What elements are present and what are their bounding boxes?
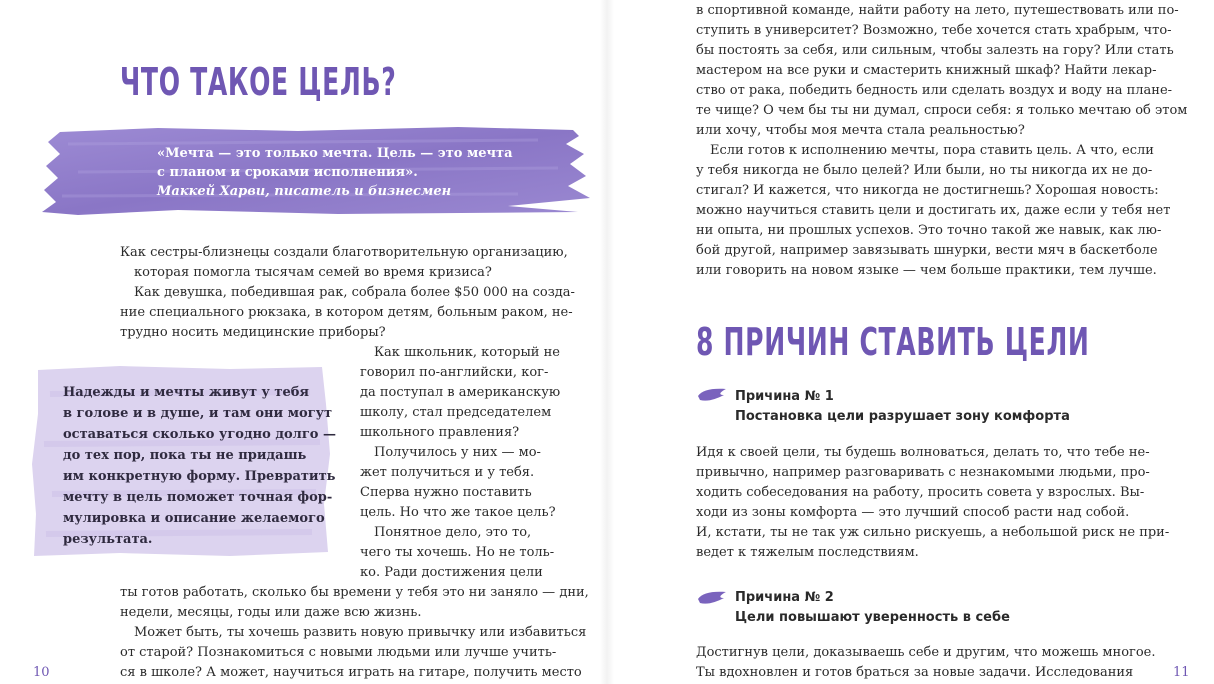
text-line: ты готов работать, сколько бы времени у тебя это ни заняло — дни,: [120, 585, 589, 600]
brush-bullet-icon: [696, 386, 728, 404]
callout-line: им конкретную форму. Превратить: [63, 469, 336, 484]
text-line: Может быть, ты хочешь развить новую привычку или избавиться: [134, 625, 587, 640]
text-line: школьного правления?: [360, 425, 520, 440]
text-line: в спортивной команде, найти работу на лето, путешествовать или по-: [696, 3, 1179, 18]
callout-line: оставаться сколько угодно долго —: [63, 427, 336, 442]
text-line: Сперва нужно поставить: [360, 485, 532, 500]
callout-line: в голове и в душе, и там они могут: [63, 406, 332, 421]
text-line: Идя к своей цели, ты будешь волноваться, делать то, что тебе не-: [696, 445, 1150, 460]
reason-2-body: [696, 643, 1156, 683]
text-line: ходить собеседования на работу, просить совета у взрослых. Вы-: [696, 485, 1145, 500]
text-line: Как сестры-близнецы создали благотворительную организацию,: [120, 245, 568, 260]
text-line: ступить в университет? Возможно, тебе хочется стать храбрым, что-: [696, 23, 1172, 38]
callout-line: мулировка и описание желаемого: [63, 511, 325, 526]
callout-line: до тех пор, пока ты не придашь: [63, 448, 307, 463]
text-line: недели, месяцы, годы или даже всю жизнь.: [120, 605, 422, 620]
quote-line: «Мечта — это только мечта. Цель — это мечта: [157, 146, 513, 161]
right-page: [607, 0, 1214, 684]
page-number-right: 11: [1173, 665, 1190, 680]
text-line: Понятное дело, это то,: [374, 525, 532, 540]
reason-1-title: Постановка цели разрушает зону комфорта: [735, 409, 1070, 424]
epigraph-quote: [157, 144, 513, 201]
text-line: трудно носить медицинские приборы?: [120, 325, 386, 340]
text-line: мастером на все руки и смастерить книжный шкаф? Найти лекар-: [696, 63, 1157, 78]
text-line: цель. Но что же такое цель?: [360, 505, 556, 520]
right-top-paragraphs: [696, 1, 1188, 281]
text-line: ние специального рюкзака, в котором детям, больным раком, не-: [120, 305, 573, 320]
callout-line: Надежды и мечты живут у тебя: [63, 385, 310, 400]
callout-line: мечту в цель поможет точная фор-: [63, 490, 333, 505]
reason-2-title: Цели повышают уверенность в себе: [735, 610, 1010, 625]
right-page-heading: 8 ПРИЧИН СТАВИТЬ ЦЕЛИ: [696, 320, 1090, 364]
text-line: стигал? И кажется, что никогда не достигнешь? Хорошая новость:: [696, 183, 1159, 198]
text-line: ко. Ради достижения цели: [360, 565, 543, 580]
side-column-text: [360, 343, 561, 583]
text-line: ся в школе? А может, научиться играть на гитаре, получить место: [120, 665, 582, 680]
text-line: чего ты хочешь. Но не толь-: [360, 545, 555, 560]
text-line: можно научиться ставить цели и достигать их, даже если у тебя нет: [696, 203, 1171, 218]
text-line: да поступал в американскую: [360, 385, 561, 400]
intro-paragraphs: [120, 243, 575, 343]
text-line: или говорить на новом языке — чем больше практики, тем лучше.: [696, 263, 1157, 278]
text-line: школу, стал председателем: [360, 405, 552, 420]
text-line: жет получиться и у тебя.: [360, 465, 535, 480]
text-line: ни опыта, ни прошлых успехов. Это точно такой же навык, как лю-: [696, 223, 1162, 238]
quote-author: Маккей Харви, писатель и бизнесмен: [157, 184, 452, 199]
text-line: И, кстати, ты не так уж сильно рискуешь, а небольшой риск не при-: [696, 525, 1170, 540]
text-line: Достигнув цели, доказываешь себе и другим, что можешь многое.: [696, 645, 1156, 660]
text-line: ведет к тяжелым последствиям.: [696, 545, 919, 560]
page-number-left: 10: [33, 665, 50, 680]
reason-2-number: Причина № 2: [735, 590, 834, 605]
text-line: ство от рака, победить бедность или сделать воздух и воду на плане-: [696, 83, 1173, 98]
text-line: Если готов к исполнению мечты, пора ставить цель. А что, если: [710, 143, 1154, 158]
quote-line: с планом и сроками исполнения».: [157, 165, 418, 180]
text-line: бы постоять за себя, или сильным, чтобы залезть на гору? Или стать: [696, 43, 1174, 58]
text-line: ходи из зоны комфорта — это лучший способ расти над собой.: [696, 505, 1130, 520]
text-line: которая помогла тысячам семей во время кризиса?: [134, 265, 492, 280]
text-line: те чище? О чем бы ты ни думал, спроси себя: я только мечтаю об этом: [696, 103, 1188, 118]
callout-box: [63, 382, 336, 550]
text-line: Получилось у них — мо-: [374, 445, 541, 460]
left-page-heading: ЧТО ТАКОЕ ЦЕЛЬ?: [120, 60, 397, 104]
bottom-paragraphs: [120, 583, 589, 683]
text-line: Как школьник, который не: [374, 345, 560, 360]
reason-1-number: Причина № 1: [735, 389, 834, 404]
text-line: бой другой, например завязывать шнурки, вести мяч в баскетболе: [696, 243, 1158, 258]
text-line: привычно, например разговаривать с незнакомыми людьми, про-: [696, 465, 1150, 480]
text-line: Как девушка, победившая рак, собрала более $50 000 на созда-: [134, 285, 575, 300]
text-line: у тебя никогда не было целей? Или были, но ты никогда их не до-: [696, 163, 1153, 178]
text-line: или хочу, чтобы моя мечта стала реальностью?: [696, 123, 1025, 138]
text-line: от старой? Познакомиться с новыми людьми или лучше учить-: [120, 645, 557, 660]
callout-line: результата.: [63, 532, 153, 547]
text-line: говорил по-английски, ког-: [360, 365, 549, 380]
brush-bullet-icon: [696, 589, 728, 607]
text-line: Ты вдохновлен и готов браться за новые задачи. Исследования: [696, 665, 1134, 680]
reason-1-body: [696, 443, 1170, 563]
